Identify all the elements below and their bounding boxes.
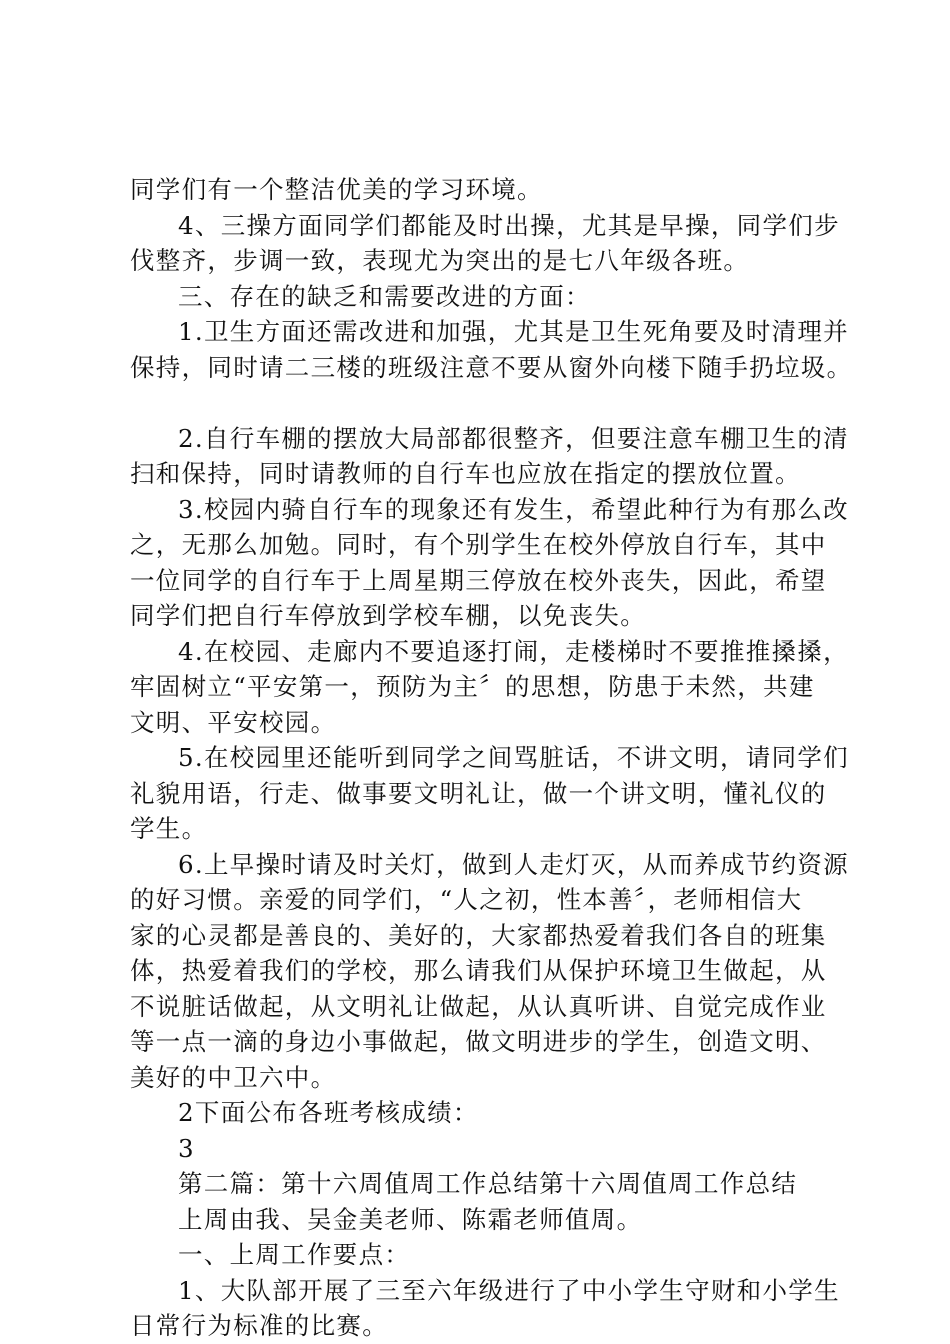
text-line: 体，热爱着我们的学校，那么请我们从保护环境卫生做起，从 xyxy=(130,956,827,985)
text-line: 同学们有一个整洁优美的学习环境。 xyxy=(130,175,543,204)
text-line: 1、大队部开展了三至六年级进行了中小学生守财和小学生 xyxy=(178,1275,840,1305)
text-line: 上周由我、吴金美老师、陈霜老师值周。 xyxy=(178,1204,643,1234)
text-line: 不说脏话做起，从文明礼让做起，从认真听讲、自觉完成作业 xyxy=(130,991,827,1021)
text-line: 礼貌用语，行走、做事要文明礼让，做一个讲文明，懂礼仪的 xyxy=(130,778,827,808)
text-line: 4、三操方面同学们都能及时出操，尤其是早操，同学们步 xyxy=(178,210,840,240)
text-line: 牢固树立“平安第一，预防为主〞的思想，防患于未然，共建 xyxy=(130,672,815,701)
text-line: 日常行为标准的比赛。 xyxy=(130,1311,388,1340)
text-line: 家的心灵都是善良的、美好的，大家都热爱着我们各自的班集 xyxy=(130,920,827,950)
text-line: 扫和保持，同时请教师的自行车也应放在指定的摆放位置。 xyxy=(130,459,801,488)
text-line: 等一点一滴的身边小事做起，做文明进步的学生，创造文明、 xyxy=(130,1027,827,1056)
text-line: 2.自行车棚的摆放大局部都很整齐，但要注意车棚卫生的清 xyxy=(178,423,849,453)
text-line: 2下面公布各班考核成绩： xyxy=(178,1098,479,1127)
paragraph-gap xyxy=(130,385,860,421)
text-line: 文明、平安校园。 xyxy=(130,707,337,737)
text-line: 保持，同时请二三楼的班级注意不要从窗外向楼下随手扔垃圾。 xyxy=(130,352,853,382)
document-body xyxy=(130,172,860,1344)
text-line: 的好习惯。亲爱的同学们，“人之初，性本善〞，老师相信大 xyxy=(130,885,803,914)
text-line: 5.在校园里还能听到同学之间骂脏话，不讲文明，请同学们 xyxy=(178,743,849,772)
text-line: 6.上早操时请及时关灯，做到人走灯灭，从而养成节约资源 xyxy=(178,849,849,879)
article-title: 第二篇：第十六周值周工作总结第十六周值周工作总结 xyxy=(178,1169,798,1198)
text-line: 1.卫生方面还需改进和加强，尤其是卫生死角要及时清理并 xyxy=(178,317,849,346)
text-line: 之，无那么加勉。同时，有个别学生在校外停放自行车，其中 xyxy=(130,530,827,559)
section-heading: 三、存在的缺乏和需要改进的方面： xyxy=(178,281,591,311)
text-line: 同学们把自行车停放到学校车棚，以免丧失。 xyxy=(130,601,646,630)
text-line: 学生。 xyxy=(130,814,208,843)
text-line: 伐整齐，步调一致，表现尤为突出的是七八年级各班。 xyxy=(130,246,750,275)
text-line: 一位同学的自行车于上周星期三停放在校外丧失，因此，希望 xyxy=(130,565,827,595)
text-line: 3.校园内骑自行车的现象还有发生，希望此种行为有那么改 xyxy=(178,494,849,524)
text-line: 4.在校园、走廊内不要追逐打闹，走楼梯时不要推推搡搡， xyxy=(178,636,849,666)
text-line: 3 xyxy=(178,1133,195,1163)
section-heading: 一、上周工作要点： xyxy=(178,1240,411,1269)
text-line: 美好的中卫六中。 xyxy=(130,1062,337,1092)
